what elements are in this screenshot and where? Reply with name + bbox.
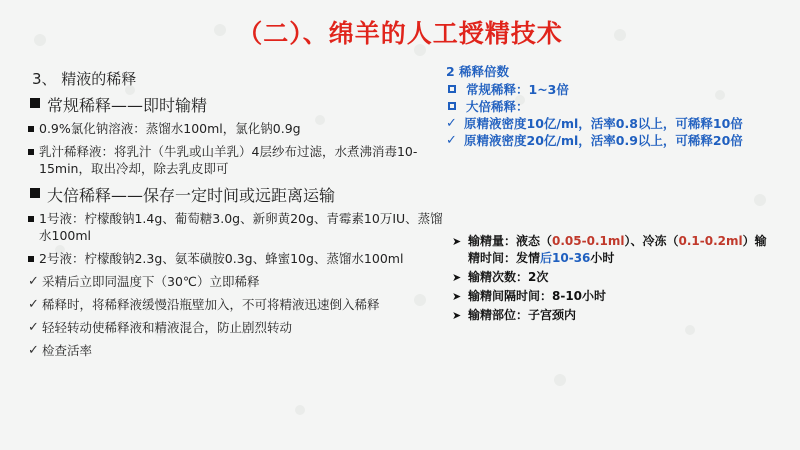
arrow-bullet-icon: ➤ bbox=[452, 290, 462, 303]
check-icon: ✓ bbox=[28, 320, 39, 335]
section-heading: 3、 精液的稀释 bbox=[32, 70, 137, 88]
insemination-item: ➤ 输精部位：子宫颈内 bbox=[452, 308, 577, 322]
ratio-option: 大倍稀释： bbox=[446, 99, 776, 115]
list-item: 2号液：柠檬酸钠2.3g、氨苯磺胺0.3g、蜂蜜10g、蒸馏水100ml bbox=[28, 250, 448, 267]
square-bullet-icon bbox=[28, 126, 34, 132]
dilution-ratio-section bbox=[446, 62, 776, 150]
square-bullet-icon bbox=[30, 98, 40, 108]
insemination-section bbox=[452, 232, 772, 326]
square-bullet-icon bbox=[28, 216, 34, 222]
check-item: ✓ 检查活率 bbox=[28, 343, 93, 358]
hollow-square-icon bbox=[448, 102, 456, 110]
square-bullet-icon bbox=[28, 149, 34, 155]
check-item: ✓ 采精后立即同温度下（30℃）立即稀释 bbox=[28, 274, 260, 289]
list-item: 0.9%氯化钠溶液：蒸馏水100ml，氯化钠0.9g bbox=[28, 120, 448, 137]
list-item: 1号液：柠檬酸钠1.4g、葡萄糖3.0g、新卵黄20g、青霉素10万IU、蒸馏水100ml bbox=[28, 210, 448, 244]
square-bullet-icon bbox=[28, 256, 34, 262]
dilution-section bbox=[28, 68, 448, 365]
arrow-bullet-icon: ➤ bbox=[452, 309, 462, 322]
check-icon: ✓ bbox=[28, 297, 39, 312]
check-icon: ✓ bbox=[28, 343, 39, 358]
insemination-item: ➤ 输精间隔时间：8-10小时 bbox=[452, 289, 607, 303]
check-item: ✓ 轻轻转动使稀释液和精液混合，防止剧烈转动 bbox=[28, 320, 293, 335]
ratio-detail: ✓ 原精液密度20亿/ml，活率0.9以上，可稀释20倍 bbox=[446, 133, 743, 148]
insemination-item: ➤ 输精次数：2次 bbox=[452, 270, 549, 284]
ratio-heading: 2 稀释倍数 bbox=[446, 64, 510, 79]
insemination-item: ➤ 输精量：液态（0.05-0.1ml）、冷冻（0.1-0.2ml）输精时间：发情后10-36小时 bbox=[452, 234, 767, 265]
check-icon: ✓ bbox=[446, 133, 457, 148]
list-item: 乳汁稀释液：将乳汁（牛乳或山羊乳）4层纱布过滤，水煮沸消毒10-15min，取出冷却，除去乳皮即可 bbox=[28, 143, 448, 177]
ratio-option: 常规稀释：1~3倍 bbox=[446, 82, 776, 98]
square-bullet-icon bbox=[30, 188, 40, 198]
ratio-detail: ✓ 原精液密度10亿/ml，活率0.8以上，可稀释10倍 bbox=[446, 116, 743, 131]
normal-dilution-heading: 常规稀释——即时输精 bbox=[28, 93, 448, 116]
arrow-bullet-icon: ➤ bbox=[452, 235, 462, 248]
hollow-square-icon bbox=[448, 85, 456, 93]
arrow-bullet-icon: ➤ bbox=[452, 271, 462, 284]
slide-title: （二）、绵羊的人工授精技术 bbox=[237, 19, 563, 48]
check-item: ✓ 稀释时，将稀释液缓慢沿瓶壁加入，不可将精液迅速倒入稀释 bbox=[28, 297, 380, 312]
check-icon: ✓ bbox=[446, 116, 457, 131]
large-dilution-heading: 大倍稀释——保存一定时间或远距离运输 bbox=[28, 183, 448, 206]
check-icon: ✓ bbox=[28, 274, 39, 289]
